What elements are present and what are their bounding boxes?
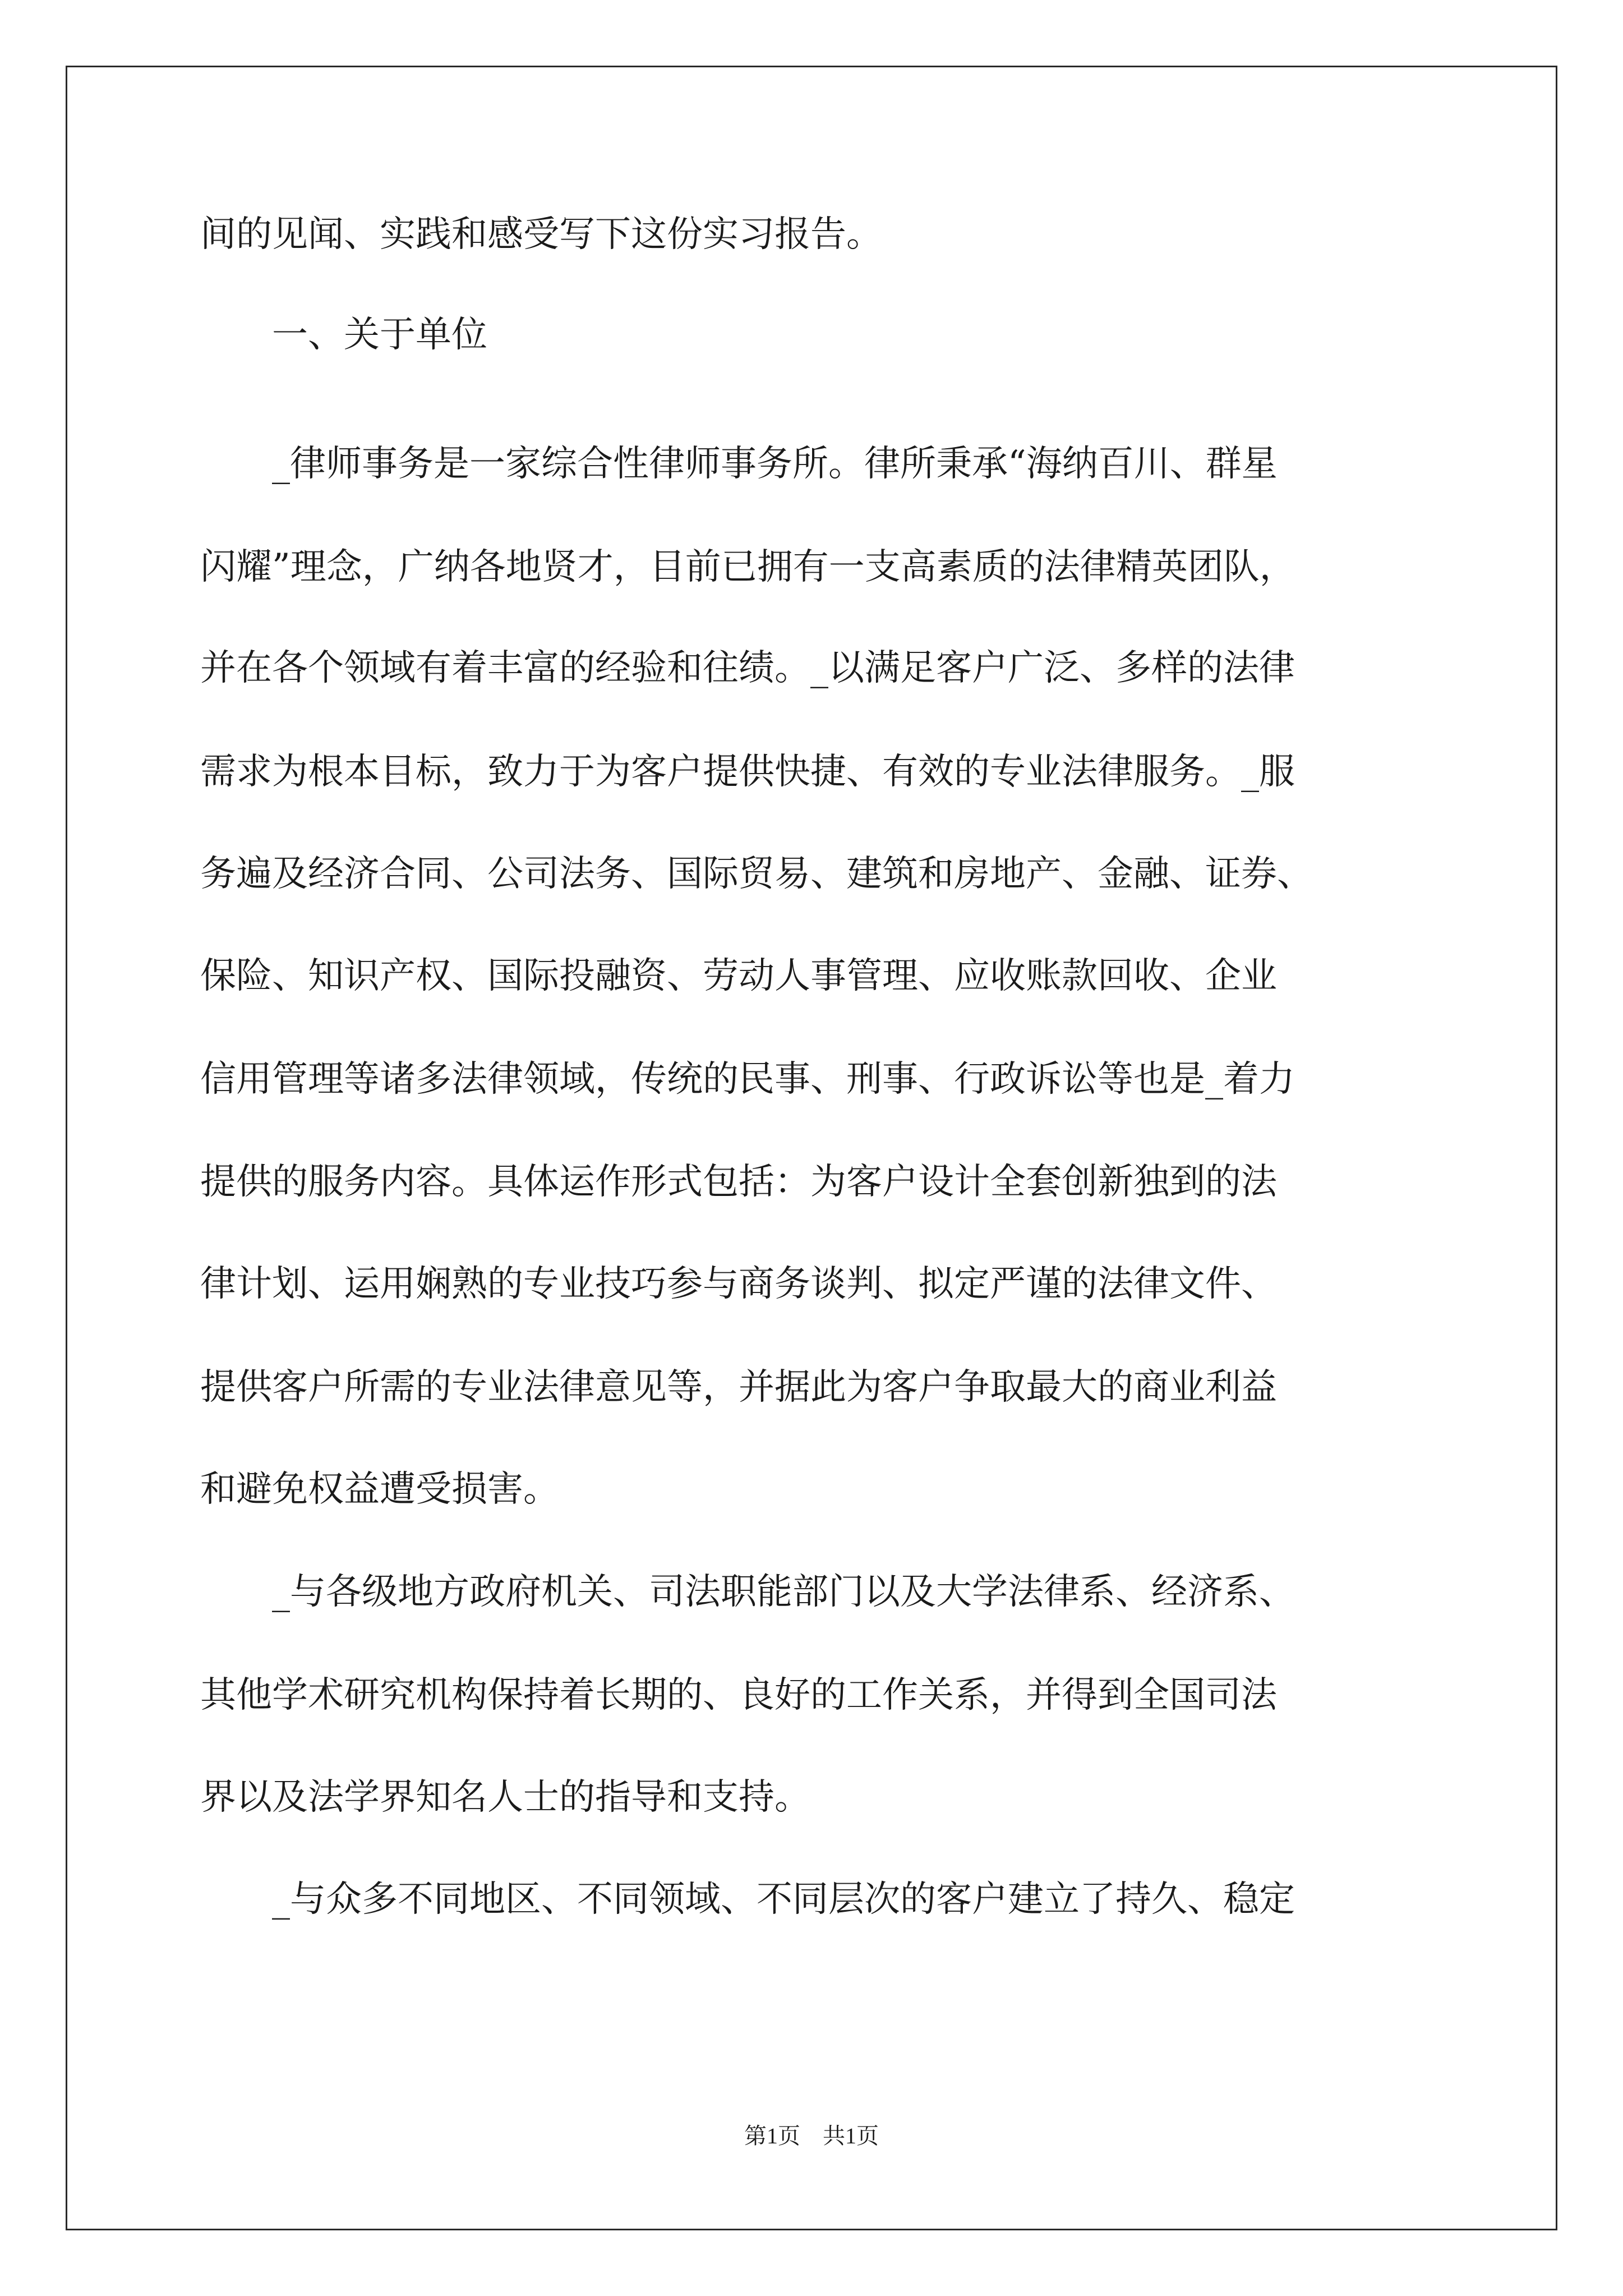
text-line: 务遍及经济合同、公司法务、国际贸易、建筑和房地产、金融、证券、	[200, 853, 1313, 895]
text-line: 保险、知识产权、国际投融资、劳动人事管理、应收账款回收、企业	[200, 955, 1277, 997]
text-line: _与众多不同地区、不同领域、不同层次的客户建立了持久、稳定	[200, 1879, 1295, 1920]
text-line: 需求为根本目标，致力于为客户提供快捷、有效的专业法律服务。_服	[200, 751, 1295, 793]
text-line: 界以及法学界知名人士的指导和支持。	[200, 1777, 810, 1818]
text-line: 闪耀”理念，广纳各地贤才，目前已拥有一支高素质的法律精英团队，	[200, 546, 1295, 588]
text-line: _律师事务是一家综合性律师事务所。律所秉承“海纳百川、群星	[200, 443, 1278, 485]
text-line: 其他学术研究机构保持着长期的、良好的工作关系，并得到全国司法	[200, 1674, 1277, 1716]
text-line: 并在各个领域有着丰富的经验和往绩。_以满足客户广泛、多样的法律	[200, 647, 1295, 689]
text-line: 律计划、运用娴熟的专业技巧参与商务谈判、拟定严谨的法律文件、	[200, 1263, 1277, 1305]
text-line: 提供的服务内容。具体运作形式包括：为客户设计全套创新独到的法	[200, 1161, 1277, 1203]
text-line: 和避免权益遭受损害。	[200, 1469, 559, 1510]
page-number: 第1页 共1页	[744, 2123, 879, 2148]
text-line: 间的见闻、实践和感受写下这份实习报告。	[200, 214, 882, 255]
text-line: _与各级地方政府机关、司法职能部门以及大学法律系、经济系、	[200, 1571, 1295, 1613]
text-line: 提供客户所需的专业法律意见等，并据此为客户争取最大的商业利益	[200, 1366, 1277, 1408]
section-heading: 一、关于单位	[200, 314, 487, 356]
text-line: 信用管理等诸多法律领域，传统的民事、刑事、行政诉讼等也是_着力	[200, 1059, 1295, 1100]
